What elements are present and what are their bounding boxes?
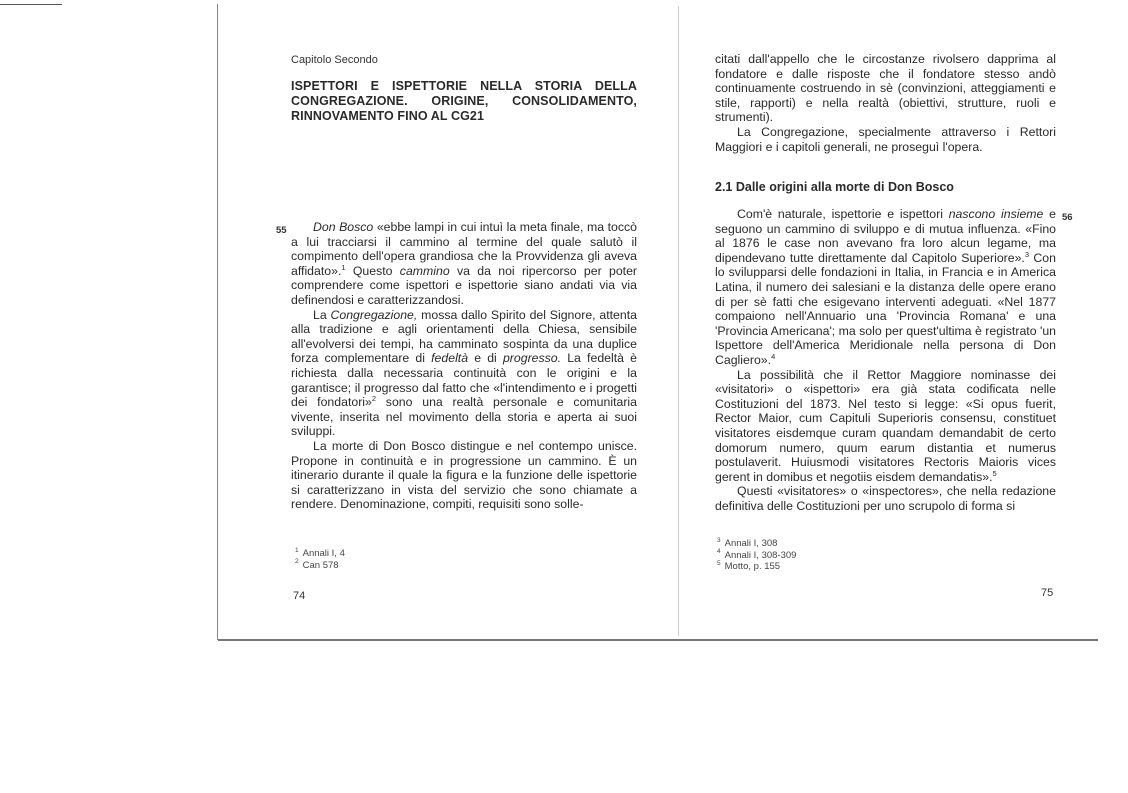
right-body-text (715, 207, 1056, 513)
margin-number: 55 (276, 225, 287, 236)
paragraph: La morte di Don Bosco distingue e nel contempo unisce. Propone in continuità e in progressione un cammino. È un itinerario durante il quale la figura e la funzione delle ispettorie si caratterizzano in vista del servizio che sono chiamate a rendere. Denominazione, compiti, requisiti sono solle- (291, 438, 637, 512)
footnote-ref: 4 (771, 351, 776, 361)
scan-edge-line-bottom (218, 639, 1098, 641)
paragraph: Com'è naturale, ispettorie e ispettori nascono insieme e seguono un cammino di sviluppo e di mutua influenza. «Fino al 1876 le case non avevano fra loro alcun legame, ma dipendevano tutte direttamente dal Capitolo Superiore».$^3$ Con lo svilupparsi delle fondazioni in Italia, in Francia e in America Latina, il numero dei salesiani e la distanza delle opere erano di per sè fatti che esigevano interventi adeguati. «Nel 1877 compaiono nell'Annuario una 'Provincia Romana' e una 'Provincia Americana'; ma solo per quest'ultima è registrato 'un Ispettore dell'America Meridionale nella persona di Don Cagliero».$^4$ (715, 207, 1056, 367)
page-number: 74 (293, 590, 306, 602)
paragraph: La Congregazione, mossa dallo Spirito del Signore, attenta alla tradizione e agli orientamenti della Chiesa, sensibile all'evolversi dei tempi, ha camminato sospinta da una duplice forza complementare di fedeltà e di progresso. La fedeltà è richiesta dalla necessaria continuità con le origini e la garantisce; il progresso dal fatto che «l'intendimento e i progetti dei fondatori»$^2$ sono una realtà personale e comunitaria vivente, inserita nel movimento della storia e aperta ai suoi sviluppi. (291, 307, 637, 439)
scan-edge-line-left (217, 4, 218, 640)
footnotes (295, 548, 345, 571)
paragraph: La Congregazione, specialmente attraverso i Rettori Maggiori e i capitoli generali, ne proseguì l'opera. (715, 124, 1056, 154)
footnote: $^5$ Motto, p. 155 (717, 559, 781, 572)
footnote: $^2$ Can 578 (295, 558, 339, 571)
paragraph: citati dall'appello che le circostanze rivolsero dapprima al fondatore e dalle risposte che il fondatore stesso andò continuamente costruendo in sè (convinzioni, atteggiamenti e stile, rapporti) e nella realtà (obiettivi, strutture, ruoli e strumenti). (715, 52, 1056, 125)
footnote: $^4$ Annali I, 308-309 (717, 548, 797, 561)
footnote: $^1$ Annali I, 4 (295, 546, 345, 559)
footnote-ref: 1 (341, 262, 346, 272)
book-gutter (678, 6, 679, 636)
chapter-title: ISPETTORI E ISPETTORIE NELLA STORIA DELLA CONGREGAZIONE. ORIGINE, CONSOLIDAMENTO, RINNOVAMENTO FINO AL CG21 (291, 79, 637, 123)
margin-number: 56 (1062, 212, 1073, 223)
paragraph: Don Bosco «ebbe lampi in cui intuì la meta finale, ma toccò a lui tracciarsi il cammino al termine del quale salutò il compimento dell'opera grandiosa che la Provvidenza gli aveva affidato».$^1$ Questo cammino va da noi ripercorso per poter comprendere come ispettori e ispettorie siano andati via via definendosi e caratterizzandosi. (291, 220, 638, 307)
paragraph: Questi «visitatores» o «inspectores», che nella redazione definitiva delle Costituzioni per uno scrupolo di forma si (715, 484, 1056, 513)
footnote: $^3$ Annali I, 308 (717, 536, 778, 549)
running-head: Capitolo Secondo (291, 54, 378, 66)
footnote-ref: 5 (992, 468, 997, 478)
right-top-text (715, 52, 1056, 154)
page-number: 75 (1041, 587, 1054, 599)
left-body-text (291, 220, 637, 512)
paragraph: La possibilità che il Rettor Maggiore nominasse dei «visitatori» o «ispettori» era già stata codificata nelle Costituzioni del 1873. Nel testo si legge: «Si opus fuerit, Rector Maior, cum Capituli Superioris consensu, constituet visitatores eisdemque curam quandam demandabit de certo domorum numero, quum earum distantia et numerus postulaverit. Huiusmodi visitatores Rectoris Maioris vices gerent in domibus et negotiis eisdem demandatis».$^5$ (715, 367, 1056, 484)
footnotes (717, 538, 796, 573)
footnote-ref: 3 (1024, 249, 1030, 259)
section-heading: 2.1 Dalle origini alla morte di Don Bosco (715, 180, 954, 194)
scan-edge-line-top-left (0, 4, 62, 5)
footnote-ref: 2 (371, 394, 377, 404)
